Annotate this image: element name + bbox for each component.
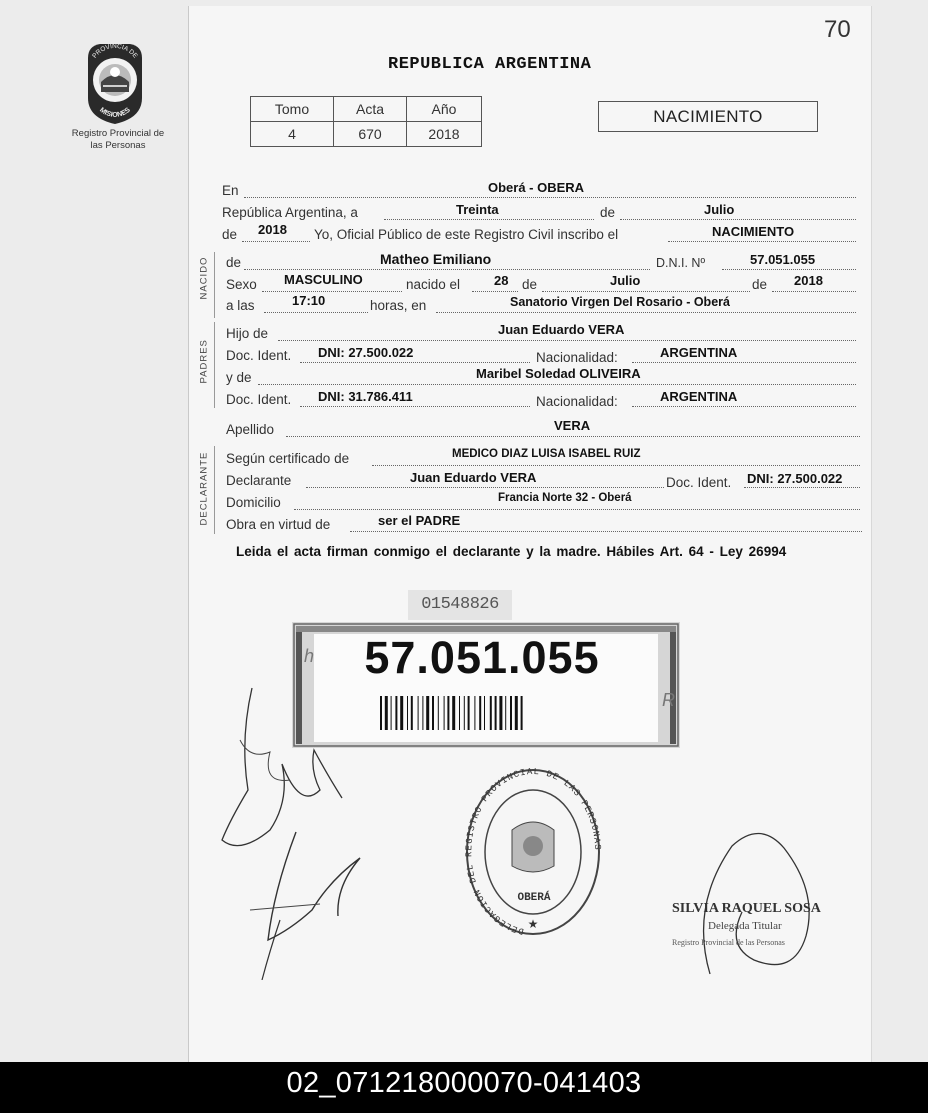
officer-name: SILVIA RAQUEL SOSA xyxy=(672,901,821,916)
svg-text:R: R xyxy=(662,690,675,710)
en-label: En xyxy=(222,183,239,198)
madre-doc-value: DNI: 31.786.411 xyxy=(318,389,413,404)
svg-text:PROVINCIA DE: PROVINCIA DE xyxy=(91,42,139,60)
month-value: Julio xyxy=(704,202,735,217)
a-las-label: a las xyxy=(226,298,255,313)
barcode-bar xyxy=(490,696,492,730)
svg-text:OBERÁ: OBERÁ xyxy=(517,892,551,904)
reference-table xyxy=(250,96,482,147)
doc-type-box: NACIMIENTO xyxy=(598,101,818,132)
document-title: REPUBLICA ARGENTINA xyxy=(388,55,592,74)
certificado-value: MEDICO DIAZ LUISA ISABEL RUIZ xyxy=(452,448,641,460)
month-line xyxy=(620,205,856,220)
domicilio-label: Domicilio xyxy=(226,495,281,510)
lugar-value: Sanatorio Virgen Del Rosario - Oberá xyxy=(510,295,730,309)
padre-doc-value: DNI: 27.500.022 xyxy=(318,345,414,360)
barcode-bar xyxy=(521,696,523,730)
y-de-label: y de xyxy=(226,370,252,385)
anio-value: 2018 xyxy=(407,122,482,147)
handwritten-signatures xyxy=(210,680,380,980)
declarante-label: Declarante xyxy=(226,473,292,488)
svg-text:MISIONES: MISIONES xyxy=(98,106,132,119)
acta-value: 670 xyxy=(334,122,407,147)
de-label-1: de xyxy=(600,205,616,220)
en-value: Oberá - OBERA xyxy=(488,180,585,195)
barcode-bar xyxy=(395,696,397,730)
official-stamp xyxy=(462,764,604,944)
barcode-bar xyxy=(380,696,382,730)
birth-day-value: 28 xyxy=(494,273,509,288)
de-label-2: de xyxy=(222,227,238,242)
birth-month-value: Julio xyxy=(610,273,641,288)
barcode-bar xyxy=(400,696,403,730)
horas-en-label: horas, en xyxy=(370,298,427,313)
nombre-value: Matheo Emiliano xyxy=(380,251,492,267)
de-label-4: de xyxy=(752,277,768,292)
padre-doc-label: Doc. Ident. xyxy=(226,348,292,363)
madre-nac-label: Nacionalidad: xyxy=(536,394,618,409)
barcode-bar xyxy=(452,696,455,730)
madre-value: Maribel Soledad OLIVEIRA xyxy=(476,366,641,381)
apellido-value: VERA xyxy=(554,418,591,433)
barcode-bar xyxy=(479,696,481,730)
republica-label: República Argentina, a xyxy=(222,205,358,220)
barcode-bar xyxy=(385,696,388,730)
svg-text:★: ★ xyxy=(527,917,539,931)
acta-header: Acta xyxy=(334,97,407,122)
tomo-value: 4 xyxy=(251,122,334,147)
svg-text:DELEGACION DEL REGISTRO PROVIN: DELEGACION DEL REGISTRO PROVINCIAL DE LAS PERSONAS xyxy=(464,766,603,937)
certificado-label: Según certificado de xyxy=(226,451,350,466)
dni-value: 57.051.055 xyxy=(750,252,816,267)
obra-label: Obra en virtud de xyxy=(226,517,331,532)
declarante-doc-label: Doc. Ident. xyxy=(666,475,732,490)
padres-divider xyxy=(214,322,215,408)
nacido-section-label: NACIDO xyxy=(198,256,210,300)
barcode-bar xyxy=(484,696,485,730)
domicilio-value: Francia Norte 32 - Oberá xyxy=(498,492,632,504)
barcode-bar xyxy=(407,696,408,730)
barcode-bar xyxy=(468,696,470,730)
sexo-value: MASCULINO xyxy=(284,272,363,287)
barcode-bar xyxy=(474,696,475,730)
nombre-label: de xyxy=(226,255,242,270)
barcode-bar xyxy=(505,696,506,730)
birth-month-line xyxy=(542,277,750,292)
nacido-divider xyxy=(214,252,215,318)
barcode-bar xyxy=(391,696,392,730)
year-value: 2018 xyxy=(258,222,287,237)
inscribo-text: Yo, Oficial Público de este Registro Civil inscribo el xyxy=(314,227,619,242)
declarante-divider xyxy=(214,446,215,534)
barcode-bar xyxy=(515,696,518,730)
logo-caption: Registro Provincial de las Personas xyxy=(71,128,165,151)
barcode-bar xyxy=(418,696,419,730)
svg-text:h: h xyxy=(304,646,315,666)
sticker-dni: 57.051.055 xyxy=(364,632,600,683)
dni-label: D.N.I. Nº xyxy=(656,256,706,270)
apellido-label: Apellido xyxy=(226,422,275,437)
padres-section-label: PADRES xyxy=(198,339,210,384)
day-value: Treinta xyxy=(456,202,499,217)
barcode-bar xyxy=(464,696,465,730)
barcode-bar xyxy=(426,696,429,730)
nacido-el-label: nacido el xyxy=(406,277,461,292)
barcode-bar xyxy=(422,696,423,730)
tomo-header: Tomo xyxy=(251,97,334,122)
inscribo-value: NACIMIENTO xyxy=(712,224,795,239)
barcode-bar xyxy=(495,696,497,730)
padre-nac-value: ARGENTINA xyxy=(660,345,738,360)
officer-role: Delegada Titular xyxy=(708,920,782,932)
footer-code: 02_071218000070-041403 xyxy=(0,1062,928,1113)
closing-note: Leida el acta firman conmigo el declarante y la madre. Hábiles Art. 64 - Ley 26994 xyxy=(236,544,787,559)
anio-header: Año xyxy=(407,97,482,122)
barcode-bar xyxy=(444,696,445,730)
sticker-serial: 01548826 xyxy=(408,590,512,620)
padre-nac-label: Nacionalidad: xyxy=(536,350,618,365)
madre-doc-label: Doc. Ident. xyxy=(226,392,292,407)
barcode-bar xyxy=(499,696,502,730)
padre-value: Juan Eduardo VERA xyxy=(498,322,625,337)
barcode-bar xyxy=(411,696,413,730)
hijo-de-label: Hijo de xyxy=(226,326,269,341)
barcode-bar xyxy=(459,696,460,730)
madre-nac-value: ARGENTINA xyxy=(660,389,738,404)
barcode-bar xyxy=(447,696,449,730)
de-label-3: de xyxy=(522,277,538,292)
hora-value: 17:10 xyxy=(292,293,326,308)
barcode-bar xyxy=(510,696,512,730)
page-number: 70 xyxy=(824,16,851,43)
sexo-label: Sexo xyxy=(226,277,257,292)
declarante-value: Juan Eduardo VERA xyxy=(410,470,537,485)
declarante-section-label: DECLARANTE xyxy=(198,451,210,526)
barcode-bar xyxy=(432,696,434,730)
obra-value: ser el PADRE xyxy=(378,513,461,528)
barcode-bar xyxy=(438,696,439,730)
provincial-seal-logo xyxy=(82,38,148,124)
declarante-doc-value: DNI: 27.500.022 xyxy=(747,471,843,486)
birth-year-value: 2018 xyxy=(794,273,823,288)
officer-organization: Registro Provincial de las Personas xyxy=(672,938,785,947)
